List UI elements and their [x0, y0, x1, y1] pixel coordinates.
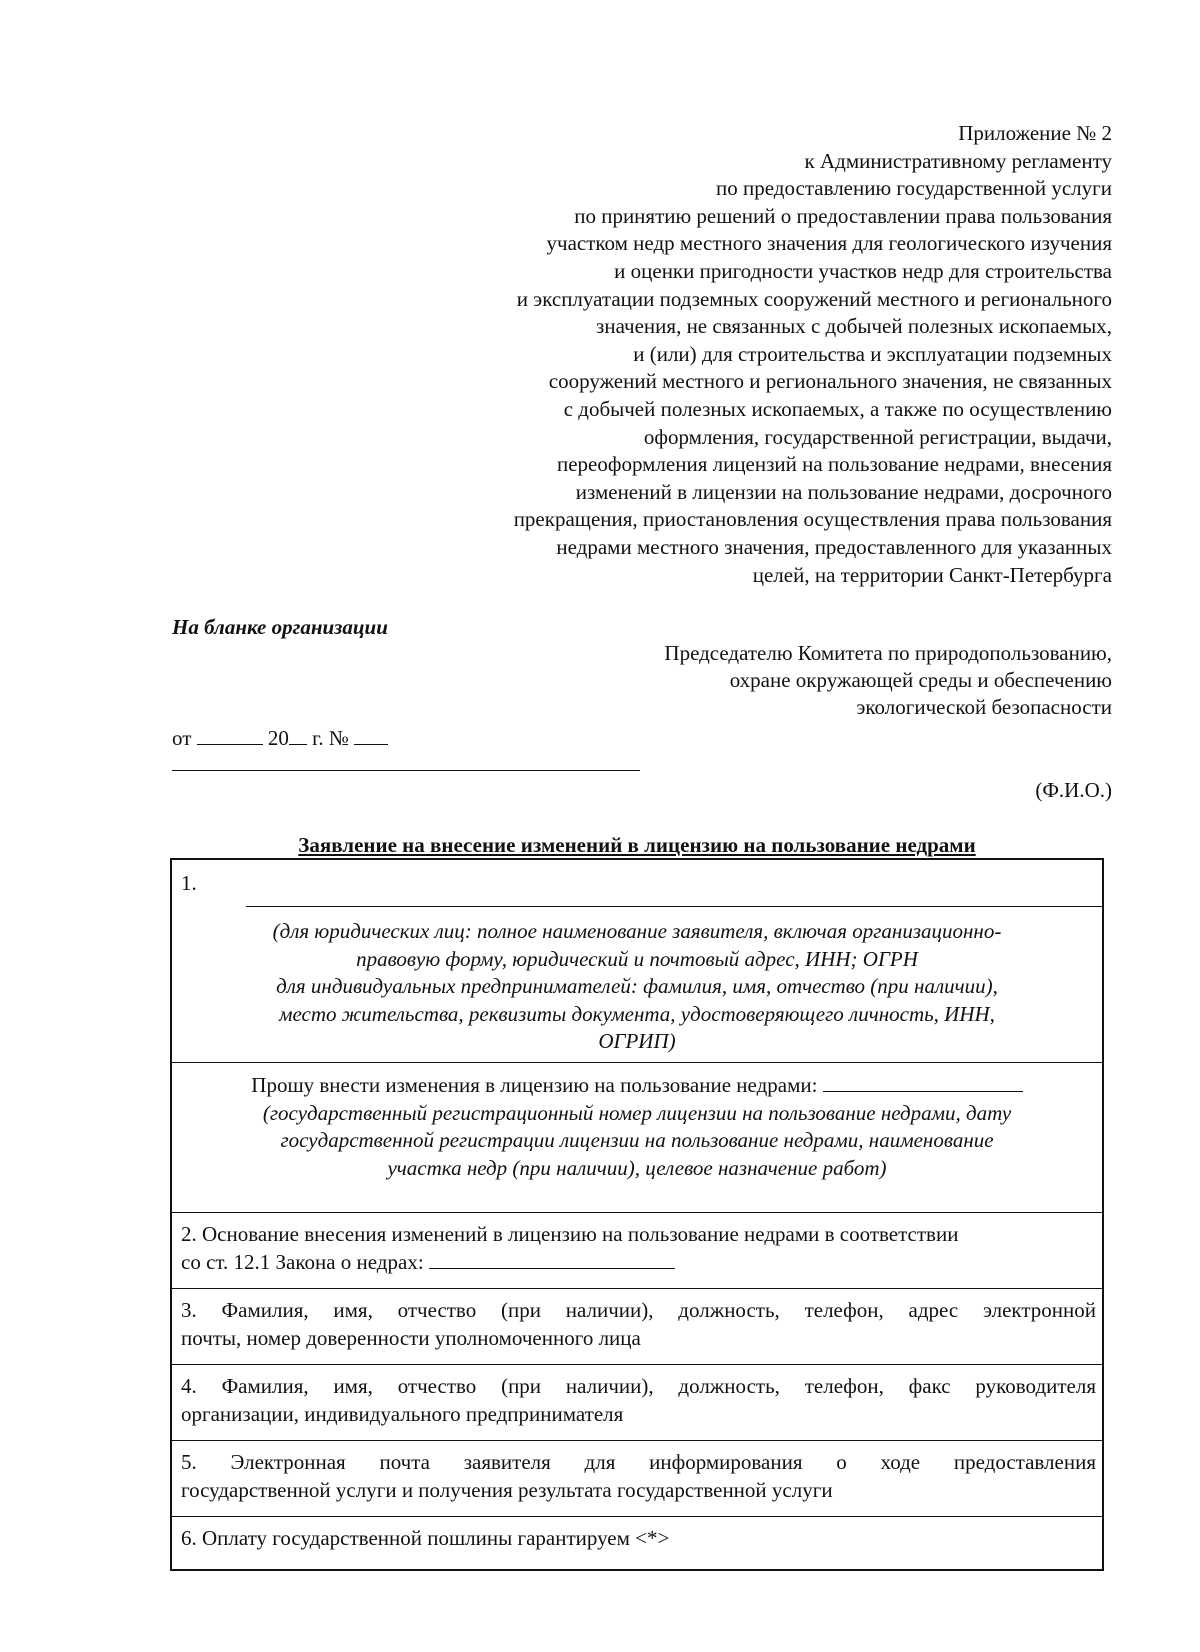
- form-title: [172, 832, 1102, 859]
- appendix-line: прекращения, приостановления осуществления права пользования: [513, 507, 1112, 532]
- appendix-line: участком недр местного значения для геологического изучения: [546, 231, 1112, 256]
- section-line: 6. Оплату государственной пошлины гарантируем <*>: [181, 1526, 670, 1550]
- section-line: [181, 1249, 1096, 1277]
- form-section-email: [172, 1440, 1102, 1516]
- appendix-line: значения, не связанных с добычей полезных ископаемых,: [596, 314, 1112, 339]
- hint-line: место жительства, реквизиты документа, удостоверяющего личность, ИНН,: [279, 1001, 995, 1026]
- appendix-line: изменений в лицензии на пользование недрами, досрочного: [575, 479, 1112, 504]
- appendix-line: оформления, государственной регистрации, выдачи,: [643, 424, 1112, 449]
- number-label: г. №: [312, 726, 349, 750]
- addressee-line: экологической безопасности: [856, 695, 1112, 719]
- section-line: организации, индивидуального предпринимателя: [181, 1401, 624, 1426]
- section-line: 3. Фамилия, имя, отчество (при наличии), должность, телефон, адрес электронной: [181, 1298, 1096, 1322]
- hint-line: для индивидуальных предпринимателей: фамилия, имя, отчество (при наличии),: [276, 974, 998, 998]
- appendix-line: переоформления лицензий на пользование недрами, внесения: [556, 452, 1112, 477]
- form-section-basis: [172, 1212, 1102, 1288]
- section-line: 5. Электронная почта заявителя для информирования о ходе предоставления: [181, 1450, 1096, 1474]
- applicant-hint: [172, 918, 1102, 1056]
- section-line: 2. Основание внесения изменений в лицензию на пользование недрами в соответствии: [181, 1222, 959, 1246]
- applicant-fill-line: [246, 906, 1102, 907]
- appendix-line: и (или) для строительства и эксплуатации подземных: [633, 341, 1112, 366]
- section-text: со ст. 12.1 Закона о недрах:: [181, 1249, 424, 1274]
- appendix-line: и эксплуатации подземных сооружений местного и регионального: [516, 286, 1112, 311]
- addressee-line: Председателю Комитета по природопользованию,: [664, 641, 1112, 665]
- appendix-line: сооружений местного и регионального значения, не связанных: [548, 369, 1112, 394]
- date-blank: [197, 726, 263, 745]
- section-line: почты, номер доверенности уполномоченного лица: [181, 1325, 641, 1350]
- hint-line: ОГРИП): [598, 1029, 676, 1053]
- appendix-line: недрами местного значения, предоставленного для указанных: [556, 534, 1112, 559]
- appendix-line: с добычей полезных ископаемых, а также по осуществлению: [563, 396, 1112, 421]
- request-hint: [172, 1100, 1102, 1183]
- section-line: 4. Фамилия, имя, отчество (при наличии), должность, телефон, факс руководителя: [181, 1374, 1096, 1398]
- request-line: [172, 1072, 1102, 1100]
- form-section-applicant: [172, 860, 1102, 1062]
- hint-line: (государственный регистрационный номер лицензии на пользование недрами, дату: [262, 1100, 1012, 1125]
- form-section-request: [172, 1062, 1102, 1212]
- fio-label: (Ф.И.О.): [1035, 778, 1112, 802]
- form-title-text: Заявление на внесение изменений в лицензию на пользование недрами: [298, 833, 976, 857]
- basis-blank: [429, 1250, 675, 1269]
- form-section-authorized-person: [172, 1288, 1102, 1364]
- hint-line: участка недр (при наличии), целевое назначение работ): [387, 1155, 887, 1180]
- hint-line: (для юридических лиц: полное наименование заявителя, включая организационно-: [272, 919, 1002, 943]
- form-section-head: [172, 1364, 1102, 1440]
- year-blank: [289, 726, 307, 745]
- appendix-line: и оценки пригодности участков недр для строительства: [614, 258, 1112, 283]
- letterhead-note: На бланке организации: [172, 615, 388, 639]
- appendix-line: к Административному регламенту: [804, 148, 1112, 173]
- form-section-fee: [172, 1516, 1102, 1569]
- appendix-line: Приложение № 2: [958, 121, 1112, 145]
- year-label: 20: [267, 726, 289, 750]
- request-text: Прошу внести изменения в лицензию на пользование недрами:: [251, 1073, 818, 1097]
- date-from-label: от: [172, 726, 192, 750]
- section-line: государственной услуги и получения результата государственной услуги: [181, 1477, 833, 1502]
- addressee-line: охране окружающей среды и обеспечению: [729, 668, 1112, 692]
- number-blank: [354, 726, 388, 745]
- request-blank: [823, 1073, 1023, 1092]
- appendix-line: по принятию решений о предоставлении права пользования: [574, 203, 1112, 228]
- hint-line: правовую форму, юридический и почтовый адрес, ИНН; ОГРН: [356, 946, 918, 971]
- hint-line: государственной регистрации лицензии на пользование недрами, наименование: [280, 1128, 994, 1152]
- addressee-block: [512, 640, 1112, 721]
- appendix-line: по предоставлению государственной услуги: [716, 176, 1112, 201]
- section-number: 1.: [181, 871, 197, 895]
- application-form-table: [170, 858, 1104, 1571]
- date-number-line: [172, 726, 388, 751]
- signature-blank-line: [172, 770, 640, 771]
- appendix-line: целей, на территории Санкт-Петербурга: [752, 562, 1112, 587]
- appendix-header: [352, 120, 1112, 589]
